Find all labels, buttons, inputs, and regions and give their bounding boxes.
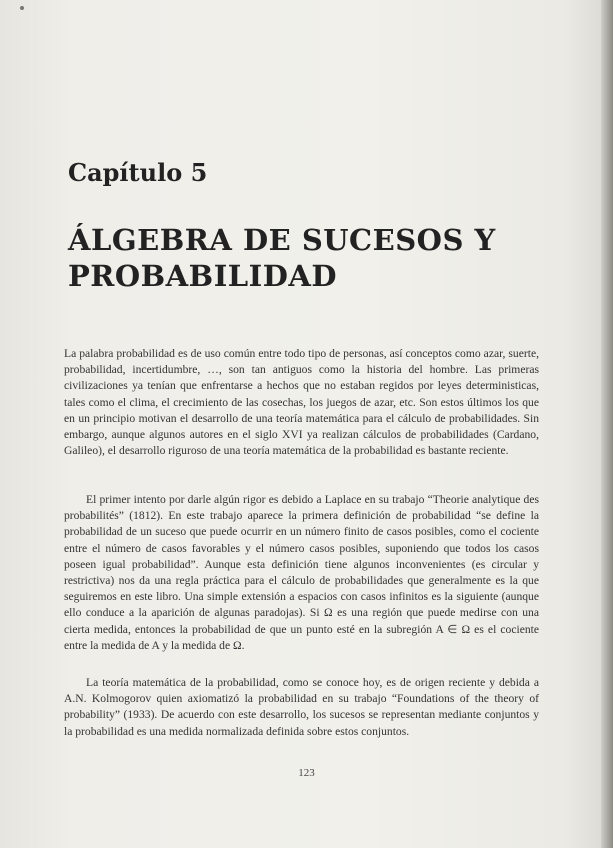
chapter-title: ÁLGEBRA DE SUCESOS Y PROBABILIDAD (68, 223, 496, 293)
paragraph-1: La palabra probabilidad es de uso común entre todo tipo de personas, así conceptos como azar, suerte, probabilidad, incertidumbre, …, son tan antiguos como la historia del hombre. Las primeras civilizaciones ya tenían que enfrentarse a hechos que no estaban regidos por leyes deterministicas, tales como el clima, el crecimiento de las cosechas, los juegos de azar, etc. Son estos últimos los que en un principio motivan el desarrollo de una teoría matemática para el cálculo de probabilidades. Sin embargo, aunque algunos autores en el siglo XVI ya realizan cálculos de probabilidades (Cardano, Galileo), el desarrollo riguroso de una teoría matemática de la probabilidad es bastante reciente. (64, 347, 539, 458)
page-number: 123 (298, 767, 315, 779)
chapter-label: Capítulo 5 (68, 158, 208, 187)
scan-speck (20, 6, 24, 10)
page-edge-shadow (601, 0, 613, 848)
paragraph-2: El primer intento por darle algún rigor es debido a Laplace en su trabajo “Theorie analytique des probabilités” (1812). En este trabajo aparece la primera definición de probabilidad “se define la probabilidad de un suceso que puede ocurrir en un número finito de casos posibles, como el cociente entre el número de casos favorables y el número casos posibles, suponiendo que todos los casos poseen igual probabilidad”. Aunque esta definición tiene algunos inconvenientes (es circular y restrictiva) nos da una regla práctica para el cálculo de probabilidades que generalmente es la que seguiremos en este libro. Una simple extensión a espacios con casos infinitos es la siguiente (aunque ello conduce a la aparición de algunas paradojas). Si Ω es una región que puede medirse con una cierta medida, entonces la probabilidad de que un punto esté en la subregión A ∈ Ω es el cociente entre la medida de A y la medida de Ω. (64, 493, 539, 652)
paragraph-3: La teoría matemática de la probabilidad, como se conoce hoy, es de origen reciente y debida a A.N. Kolmogorov quien axiomatizó la probabilidad en su trabajo “Foundations of the theory of probability” (1933). De acuerdo con este desarrollo, los sucesos se representan mediante conjuntos y la probabilidad es una medida normalizada definida sobre estos conjuntos. (64, 676, 539, 738)
